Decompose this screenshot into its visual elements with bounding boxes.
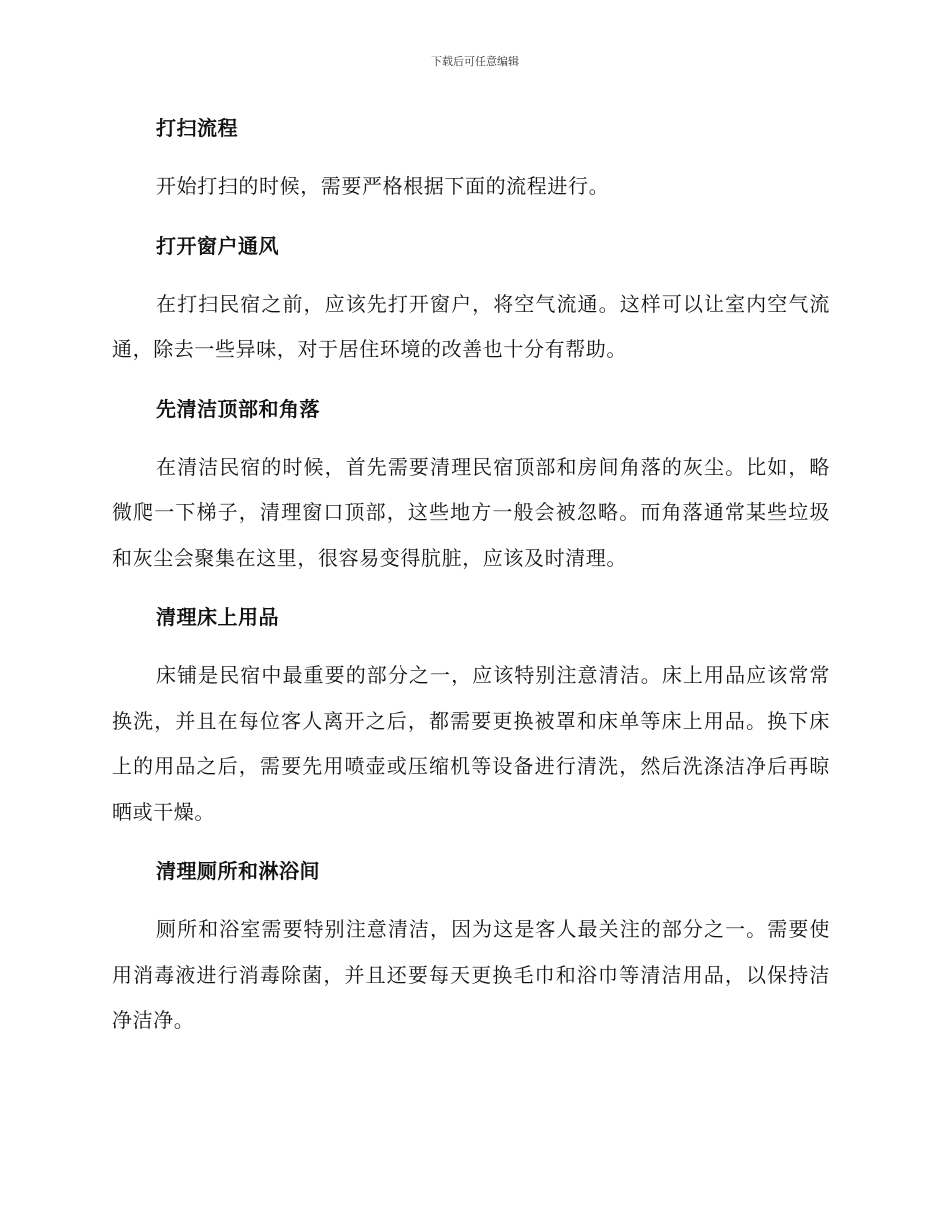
section-heading-cleaning-process: 打扫流程	[156, 116, 238, 140]
section-paragraph-bedding: 床铺是民宿中最重要的部分之一，应该特别注意清洁。床上用品应该常常换洗，并且在每位客人离开之后，都需要更换被罩和床单等床上用品。换下床上的用品之后，需要先用喷壶或压缩机等设备进行清洗，然后洗涤洁净后再晾晒或干燥。	[112, 663, 830, 824]
document-body	[112, 106, 830, 1058]
section-heading-bedding: 清理床上用品	[156, 605, 279, 629]
section-paragraph-open-windows: 在打扫民宿之前，应该先打开窗户，将空气流通。这样可以让室内空气流通，除去一些异味，对于居住环境的改善也十分有帮助。	[112, 291, 830, 361]
section-paragraph-cleaning-process: 开始打扫的时候，需要严格根据下面的流程进行。	[156, 174, 610, 198]
section-paragraph-top-and-corners: 在清洁民宿的时候，首先需要清理民宿顶部和房间角落的灰尘。比如，略微爬一下梯子，清理窗口顶部，这些地方一般会被忽略。而角落通常某些垃圾和灰尘会聚集在这里，很容易变得肮脏，应该及时清理。	[112, 454, 830, 570]
section-paragraph-toilet-shower: 厕所和浴室需要特别注意清洁，因为这是客人最关注的部分之一。需要使用消毒液进行消毒除菌，并且还要每天更换毛巾和浴巾等清洁用品，以保持洁净洁净。	[112, 917, 830, 1032]
section-heading-top-and-corners: 先清洁顶部和角落	[156, 396, 320, 421]
section-heading-open-windows: 打开窗户通风	[156, 233, 279, 258]
section-heading-toilet-shower: 清理厕所和淋浴间	[156, 859, 320, 883]
page-header: 下载后可任意编辑	[431, 55, 519, 68]
